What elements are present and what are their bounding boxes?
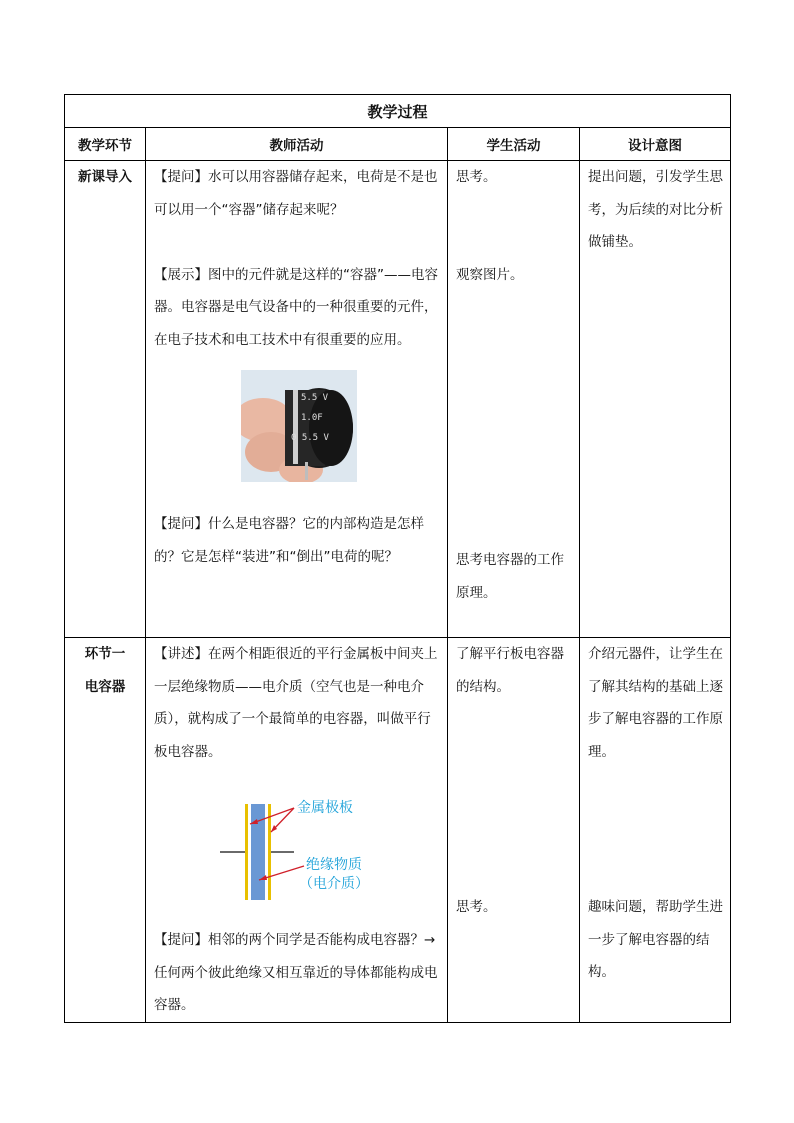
student-activity-cell: [448, 161, 580, 638]
photo-label-2: 1.0F: [300, 413, 323, 423]
student-activity-3: 思考电容器的工作原理。: [456, 552, 564, 601]
question-text: 相邻的两个同学是否能构成电容器？→任何两个彼此绝缘又相互靠近的导体都能构成电容器。: [154, 932, 438, 1013]
student-activity-5: 思考。: [456, 899, 497, 915]
student-activity-4: 了解平行板电容器的结构。: [456, 646, 564, 695]
show-text: 图中的元件就是这样的“容器”——电容器。电容器是电气设备中的一种很重要的元件，在电子技术和电工技术中有很重要的应用。: [154, 266, 438, 348]
teacher-question-1: [154, 161, 443, 226]
student-activity-1: 思考。: [456, 169, 497, 185]
parallel-plate-diagram: [154, 776, 444, 906]
header-teaching-stage: 教学环节: [65, 128, 146, 161]
teacher-lecture: [154, 638, 443, 768]
capacitor-diagram: [154, 776, 444, 906]
design-intent-2: 介绍元器件，让学生在了解其结构的基础上逐步了解电容器的工作原理。: [588, 646, 723, 760]
student-activity-2: 观察图片。: [456, 266, 524, 283]
tag-question: 【提问】: [154, 169, 208, 185]
diagram-label-insulator: 绝缘物质: [306, 857, 362, 873]
teacher-activity-cell: [146, 161, 448, 638]
stage-label-line1: 环节一: [84, 646, 126, 662]
design-intent-3: 趣味问题，帮助学生进一步了解电容器的结构。: [588, 899, 723, 980]
table-row: [65, 161, 731, 638]
question-text: 什么是电容器？它的内部构造是怎样的？它是怎样“装进”和“倒出”电荷的呢？: [154, 516, 424, 565]
teacher-question-3: [154, 924, 443, 1022]
teaching-process-table: [64, 94, 731, 1023]
header-student-activity: 学生活动: [448, 128, 580, 161]
tag-question: 【提问】: [154, 932, 208, 948]
design-intent-cell: [580, 638, 731, 1023]
header-teacher-activity: 教师活动: [146, 128, 448, 161]
design-intent-cell: [580, 161, 731, 638]
diagram-label-metal-plate: 金属极板: [297, 800, 353, 816]
stage-cell: [65, 638, 146, 1023]
header-design-intent: 设计意图: [580, 128, 731, 161]
table-row: [65, 638, 731, 1023]
stage-label: 新课导入: [78, 169, 132, 185]
teacher-activity-cell: [146, 638, 448, 1023]
teacher-show: [154, 259, 443, 357]
tag-show: 【展示】: [154, 266, 208, 283]
student-activity-cell: [448, 638, 580, 1023]
photo-label-1: 5.5 V: [300, 393, 328, 403]
photo-label-3: 0 5.5 V: [290, 433, 329, 443]
diagram-label-dielectric: （电介质）: [299, 876, 369, 892]
tag-lecture: 【讲述】: [154, 646, 208, 662]
teacher-question-2: [154, 508, 443, 573]
question-text: 水可以用容器储存起来，电荷是不是也可以用一个“容器”储存起来呢？: [154, 169, 438, 218]
table-title: 教学过程: [65, 95, 731, 128]
lecture-text: 在两个相距很近的平行金属板中间夹上一层绝缘物质——电介质（空气也是一种电介质），就构成了一个最简单的电容器，叫做平行板电容器。: [154, 646, 438, 760]
capacitor-photo: [241, 370, 357, 482]
tag-question: 【提问】: [154, 516, 208, 532]
stage-cell: [65, 161, 146, 638]
capacitor-photo-image: [241, 370, 357, 482]
design-intent-1: 提出问题，引发学生思考，为后续的对比分析做铺垫。: [588, 169, 723, 250]
stage-label-line2: 电容器: [84, 678, 126, 695]
